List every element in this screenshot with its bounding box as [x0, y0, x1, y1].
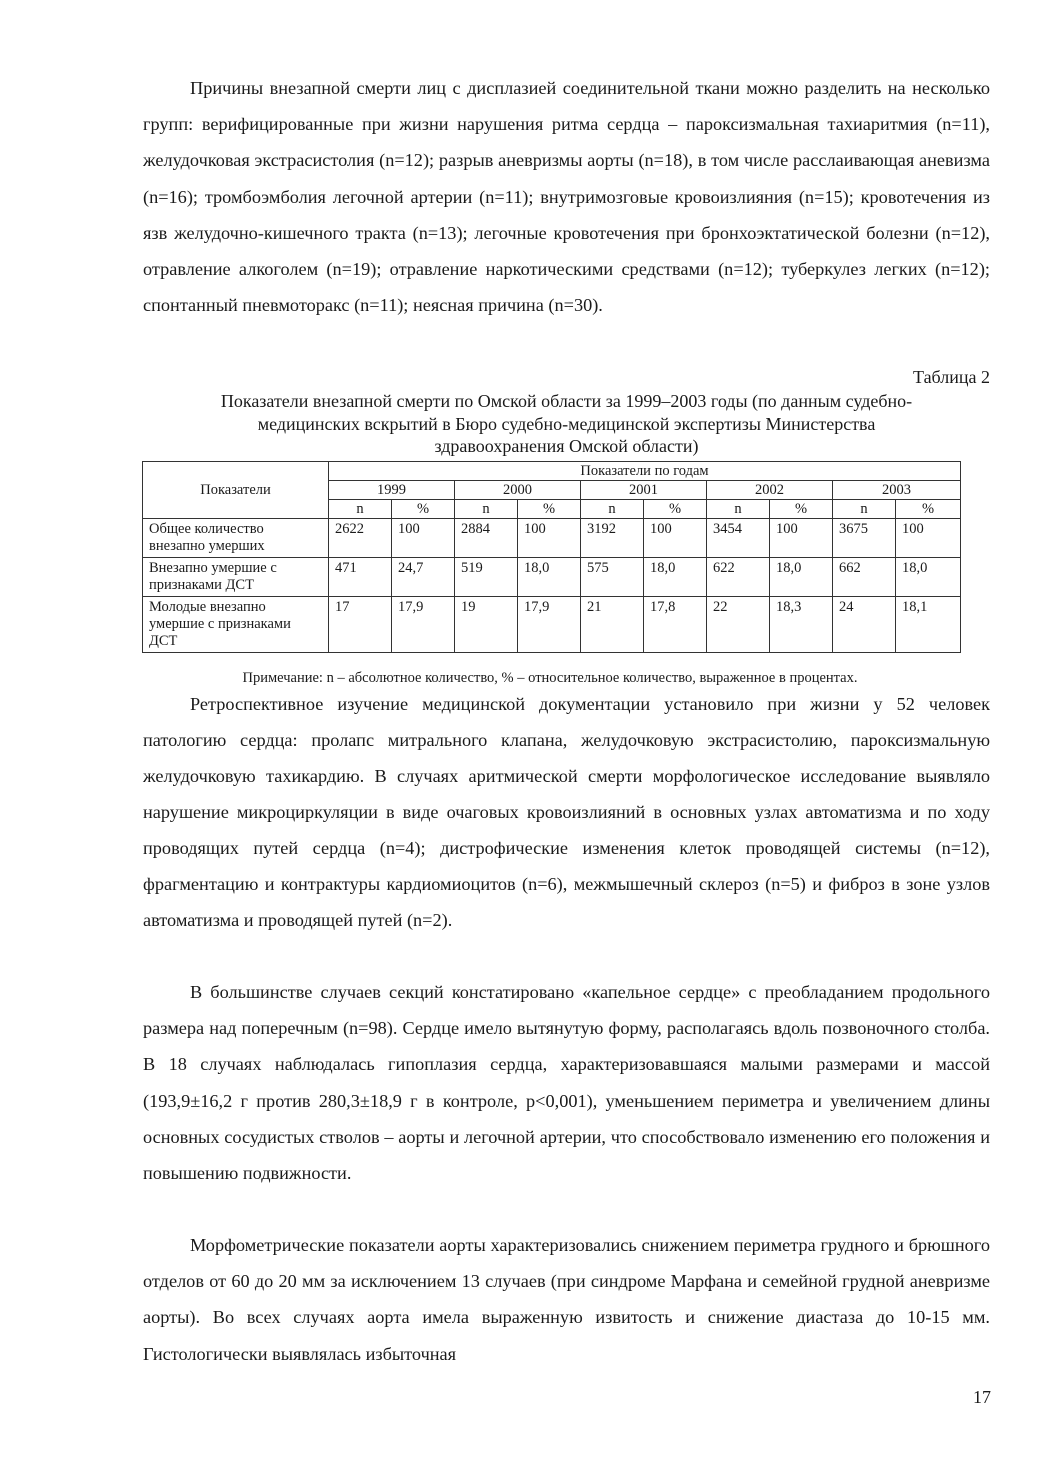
table-caption-line: медицинских вскрытий в Бюро судебно-медицинской экспертизы Министерства	[257, 413, 876, 434]
table-cell: 622	[707, 558, 770, 597]
row-label: Внезапно умершие с признаками ДСТ	[143, 558, 329, 597]
table-row-dst	[143, 558, 961, 597]
table-caption-line: Показатели внезапной смерти по Омской области за 1999–2003 годы (по данным судебно-	[220, 391, 913, 411]
header-year: 2002	[707, 481, 833, 500]
row-label: Общее количество внезапно умерших	[143, 519, 329, 558]
table-cell: 3454	[707, 519, 770, 558]
table-cell: 17,9	[518, 597, 581, 653]
table-cell: 100	[644, 519, 707, 558]
header-year: 2001	[581, 481, 707, 500]
header-indicator: Показатели	[143, 462, 329, 519]
table-cell: 21	[581, 597, 644, 653]
table-cell: 100	[770, 519, 833, 558]
table-cell: 100	[518, 519, 581, 558]
table-cell: 100	[392, 519, 455, 558]
subheader-percent: %	[896, 500, 961, 519]
table-cell: 662	[833, 558, 896, 597]
table-cell: 471	[329, 558, 392, 597]
table-cell: 18,0	[896, 558, 961, 597]
header-years-group: Показатели по годам	[329, 462, 961, 481]
table-cell: 3192	[581, 519, 644, 558]
table-cell: 19	[455, 597, 518, 653]
table-cell: 3675	[833, 519, 896, 558]
header-year: 2000	[455, 481, 581, 500]
subheader-n: n	[707, 500, 770, 519]
table-cell: 18,0	[770, 558, 833, 597]
table-cell: 17,8	[644, 597, 707, 653]
table-cell: 100	[896, 519, 961, 558]
paragraph-retrospective: Ретроспективное изучение медицинской документации установило при жизни у 52 человек патологию сердца: пролапс митрального клапана, желудочковую экстрасистолию, пароксизмальную желудочковую тахикардию. В случаях аритмической смерти морфологическое исследование выявляло нарушение микроциркуляции в виде очаговых кровоизлияний в основных узлах автоматизма и по ходу проводящих путей сердца (n=4); дистрофические изменения клеток проводящей системы (n=12), фрагментацию и контрактуры кардиомиоцитов (n=6), межмышечный склероз (n=5) и фиброз в зоне узлов автоматизма и проводящей путей (n=2).	[143, 694, 990, 930]
table-cell: 2884	[455, 519, 518, 558]
table-cell: 18,0	[518, 558, 581, 597]
page-number: 17	[973, 1387, 991, 1407]
table-row-total	[143, 519, 961, 558]
table-caption-line: здравоохранения Омской области)	[434, 436, 699, 456]
paragraph-drop-heart: В большинстве случаев секций констатировано «капельное сердце» с преобладанием продольного размера над поперечным (n=98). Сердце имело вытянутую форму, располагаясь вдоль позвоночного столба. В 18 случаях наблюдалась гипоплазия сердца, характеризовавшаяся малыми размерами и массой (193,9±16,2 г против 280,3±18,9 г в контроле, p<0,001), уменьшением периметра и увеличением длины основных сосудистых стволов – аорты и легочной артерии, что способствовало изменению его положения и повышению подвижности.	[143, 982, 990, 1184]
table-cell: 18,3	[770, 597, 833, 653]
table-cell: 24	[833, 597, 896, 653]
sudden-death-table	[142, 461, 961, 653]
subheader-percent: %	[770, 500, 833, 519]
header-year: 2003	[833, 481, 961, 500]
subheader-n: n	[833, 500, 896, 519]
table-note: Примечание: n – абсолютное количество, % – относительное количество, выраженное в процентах.	[242, 670, 858, 686]
subheader-n: n	[455, 500, 518, 519]
table-cell: 18,1	[896, 597, 961, 653]
paragraph-aorta: Морфометрические показатели аорты характеризовались снижением периметра грудного и брюшного отделов от 60 до 20 мм за исключением 13 случаев (при синдроме Марфана и семейной грудной аневризме аорты). Во всех случаях аорта имела выраженную извитость и снижение диастаза до 10-15 мм. Гистологически выявлялась избыточная	[143, 1235, 990, 1364]
table-cell: 24,7	[392, 558, 455, 597]
table-cell: 519	[455, 558, 518, 597]
table-cell: 17	[329, 597, 392, 653]
table-cell: 18,0	[644, 558, 707, 597]
paragraph-causes: Причины внезапной смерти лиц с дисплазией соединительной ткани можно разделить на несколько групп: верифицированные при жизни нарушения ритма сердца – пароксизмальная тахиаритмия (n=11), желудочковая экстрасистолия (n=12); разрыв аневризмы аорты (n=18), в том числе расслаивающая аневизма (n=16); тромбоэмболия легочной артерии (n=11); внутримозговые кровоизлияния (n=15); кровотечения из язв желудочно-кишечного тракта (n=13); легочные кровотечения при бронхоэктатической болезни (n=12), отравление алкоголем (n=19); отравление наркотическими средствами (n=12); туберкулез легких (n=12); спонтанный пневмоторакс (n=11); неясная причина (n=30).	[143, 78, 990, 316]
subheader-percent: %	[518, 500, 581, 519]
subheader-n: n	[581, 500, 644, 519]
table-cell: 575	[581, 558, 644, 597]
subheader-percent: %	[644, 500, 707, 519]
subheader-percent: %	[392, 500, 455, 519]
subheader-n: n	[329, 500, 392, 519]
table-cell: 17,9	[392, 597, 455, 653]
table-caption	[143, 390, 990, 458]
table-row-young-dst	[143, 597, 961, 653]
table-cell: 22	[707, 597, 770, 653]
header-year: 1999	[329, 481, 455, 500]
row-label: Молодые внезапно умершие с признаками ДСТ	[143, 597, 329, 653]
table-number-label: Таблица 2	[913, 367, 990, 387]
table-cell: 2622	[329, 519, 392, 558]
